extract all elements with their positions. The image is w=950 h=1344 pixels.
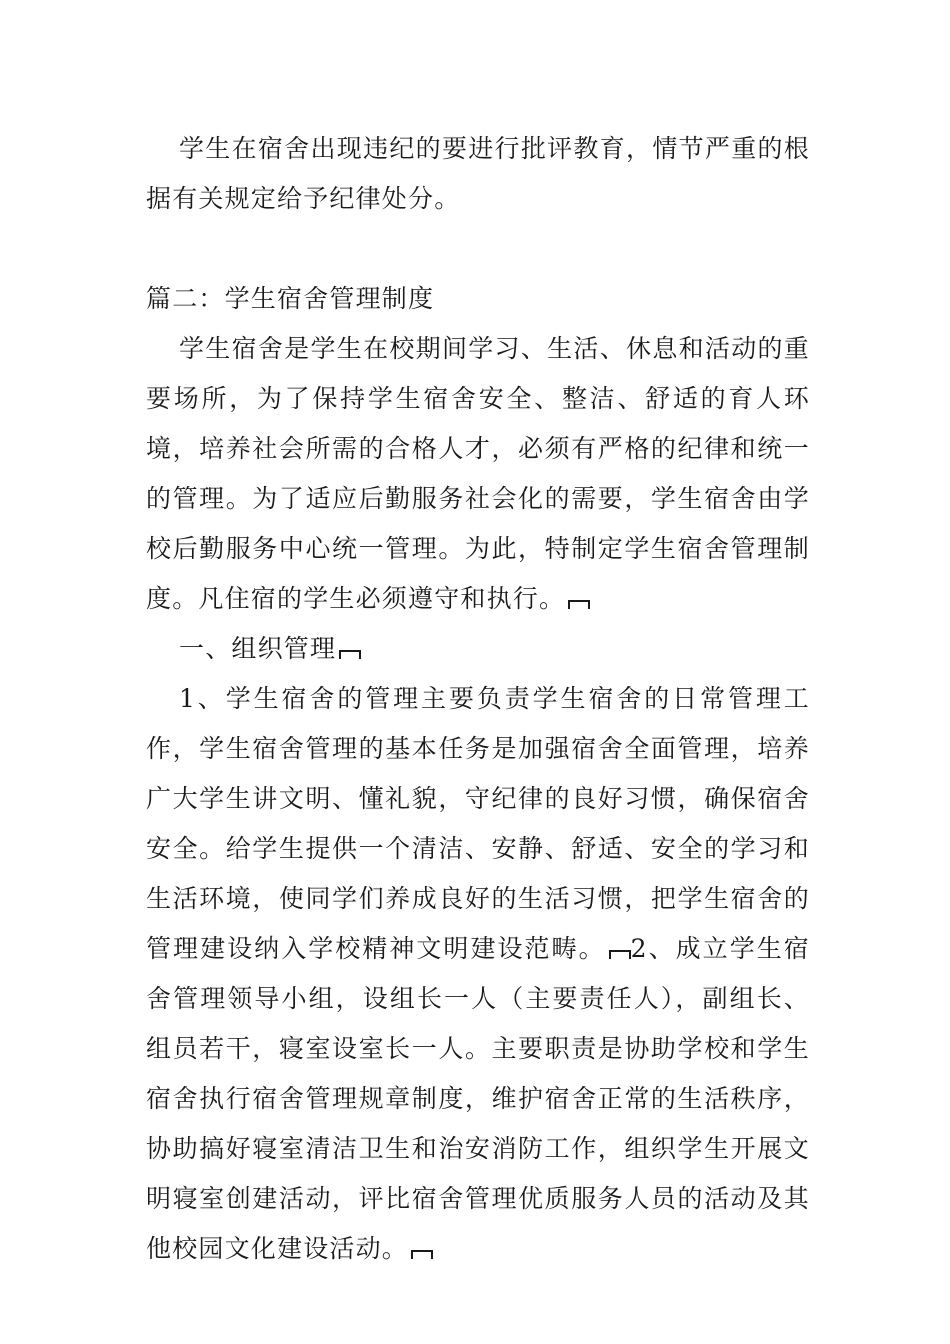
paragraph-discipline-text: 学生在宿舍出现违纪的要进行批评教育，情节严重的根据有关规定给予纪律处分。: [146, 134, 810, 213]
paragraph-intro: [146, 324, 810, 624]
paragraph-items: [146, 674, 810, 1274]
paragraph-discipline: [146, 124, 810, 224]
paragraph-mark-icon: [609, 950, 631, 959]
subsection-title: [146, 624, 361, 674]
section-title: [146, 274, 434, 324]
subsection-title-text: 一、组织管理: [179, 634, 337, 663]
section-title-text: 篇二：学生宿舍管理制度: [146, 284, 435, 313]
item-2-text: 2、成立学生宿舍管理领导小组，设组长一人（主要责任人），副组长、组员若干，寝室设室长一人。主要职责是协助学校和学生宿舍执行宿舍管理规章制度，维护宿舍正常的生活秩序，协助搞好寝室清洁卫生和治安消防工作，组织学生开展文明寝室创建活动，评比宿舍管理优质服务人员的活动及其他校园文化建设活动。: [146, 934, 810, 1263]
paragraph-mark-icon: [411, 1250, 433, 1259]
paragraph-intro-text: 学生宿舍是学生在校期间学习、生活、休息和活动的重要场所，为了保持学生宿舍安全、整洁、舒适的育人环境，培养社会所需的合格人才，必须有严格的纪律和统一的管理。为了适应后勤服务社会化的需要，学生宿舍由学校后勤服务中心统一管理。为此，特制定学生宿舍管理制度。凡住宿的学生必须遵守和执行。: [146, 334, 810, 613]
item-1-text: 1、学生宿舍的管理主要负责学生宿舍的日常管理工作，学生宿舍管理的基本任务是加强宿舍全面管理，培养广大学生讲文明、懂礼貌，守纪律的良好习惯，确保宿舍安全。给学生提供一个清洁、安静、舒适、安全的学习和生活环境，使同学们养成良好的生活习惯，把学生宿舍的管理建设纳入学校精神文明建设范畴。: [146, 684, 810, 963]
paragraph-mark-icon: [339, 650, 361, 659]
paragraph-mark-icon: [568, 600, 590, 609]
